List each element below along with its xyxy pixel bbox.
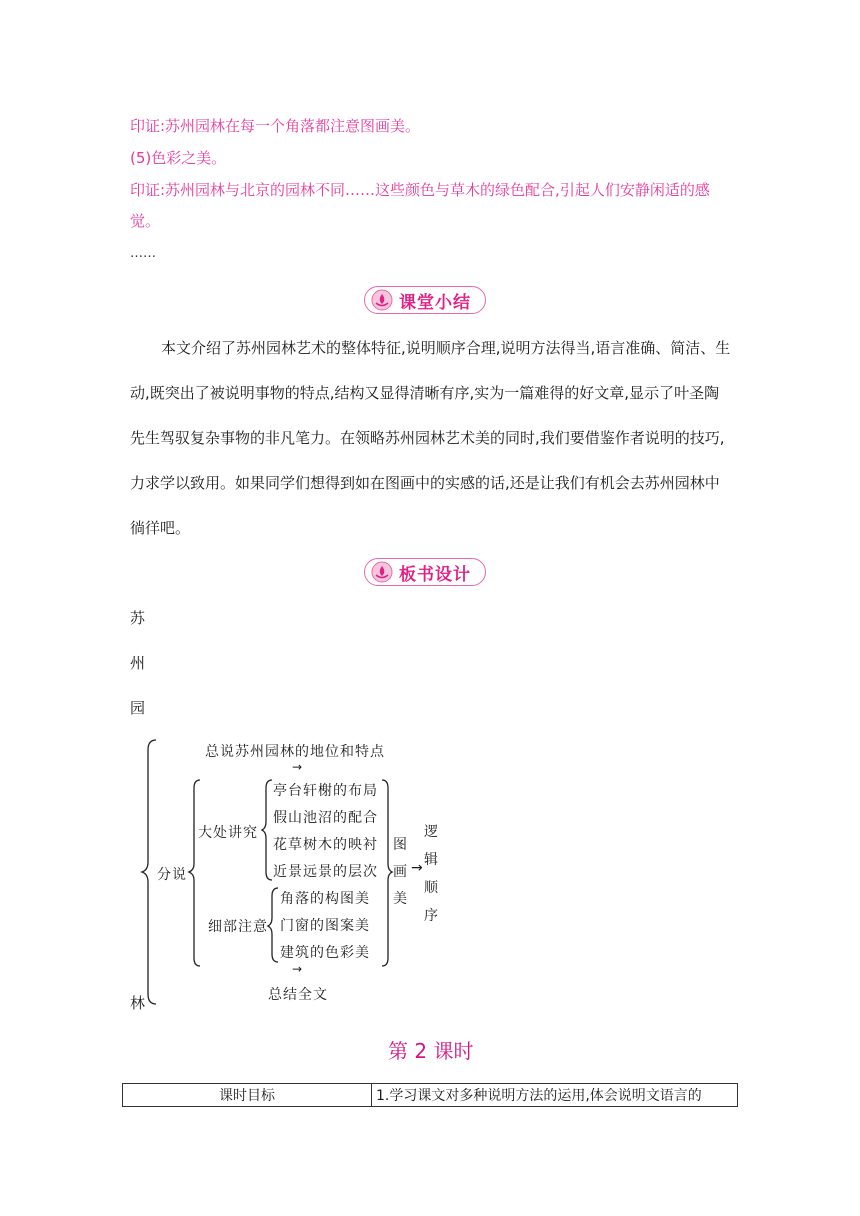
part-label: 分说 [157, 867, 187, 883]
result-char-3: 美 [393, 891, 408, 907]
logic-char-3: 顺 [424, 880, 439, 896]
board-title-char-2: 州 [130, 654, 146, 672]
board-title-char-4: 林 [130, 994, 146, 1012]
detail-item-3: 建筑的色彩美 [280, 945, 370, 961]
board-badge-label: 板书设计 [399, 564, 471, 585]
big-item-4: 近景远景的层次 [273, 864, 378, 880]
evidence-line-2-end: 觉。 [130, 212, 161, 230]
logic-char-1: 逻 [424, 824, 439, 840]
result-char-2: 画 [393, 864, 408, 880]
summary-line-5: 徜徉吧。 [130, 519, 191, 537]
summary-line-3: 先生驾驭复杂事物的非凡笔力。在领略苏州园林艺术美的同时,我们要借鉴作者说明的技巧, [130, 429, 725, 447]
board-title-char-3: 园 [130, 699, 146, 717]
item-color-beauty: (5)色彩之美。 [130, 149, 227, 167]
arrow-down-2: → [292, 962, 303, 976]
big-label: 大处讲究 [198, 825, 258, 841]
big-item-1: 亭台轩榭的布局 [273, 783, 378, 799]
detail-label: 细部注意 [208, 919, 268, 935]
conclusion-text: 总结全文 [268, 987, 328, 1003]
logic-char-2: 辑 [424, 852, 439, 868]
detail-item-1: 角落的构图美 [280, 891, 370, 907]
logic-char-4: 序 [424, 908, 439, 924]
ellipsis: …… [130, 246, 156, 261]
table-row [123, 1084, 738, 1107]
result-char-1: 图 [393, 837, 408, 853]
summary-line-4: 力求学以致用。如果同学们想得到如在图画中的实感的话,还是让我们有机会去苏州园林中 [130, 474, 720, 492]
lesson-2-heading: 第 2 课时 [388, 1039, 474, 1063]
summary-line-1: 本文介绍了苏州园林艺术的整体特征,说明顺序合理,说明方法得当,语言准确、简洁、生 [161, 339, 731, 357]
evidence-line-1: 印证:苏州园林在每一个角落都注意图画美。 [130, 117, 421, 135]
big-item-2: 假山池沼的配合 [273, 810, 378, 826]
lesson-goals-table [122, 1083, 738, 1107]
detail-item-2: 门窗的图案美 [280, 918, 370, 934]
arrow-right: → [411, 860, 424, 876]
big-item-3: 花草树木的映衬 [273, 837, 378, 853]
summary-line-2: 动,既突出了被说明事物的特点,结构又显得清晰有序,实为一篇难得的好文章,显示了叶圣陶 [130, 384, 720, 402]
arrow-down-1: → [292, 760, 303, 774]
summary-badge-label: 课堂小结 [399, 292, 471, 313]
evidence-line-2: 印证:苏州园林与北京的园林不同……这些颜色与草木的绿色配合,引起人们安静闲适的感 [130, 181, 710, 199]
intro-text: 总说苏州园林的地位和特点 [205, 744, 385, 760]
goals-label-cell: 课时目标 [123, 1084, 372, 1107]
goals-value-cell: 1.学习课文对多种说明方法的运用,体会说明文语言的 [372, 1084, 738, 1107]
board-title-char-1: 苏 [130, 609, 146, 627]
